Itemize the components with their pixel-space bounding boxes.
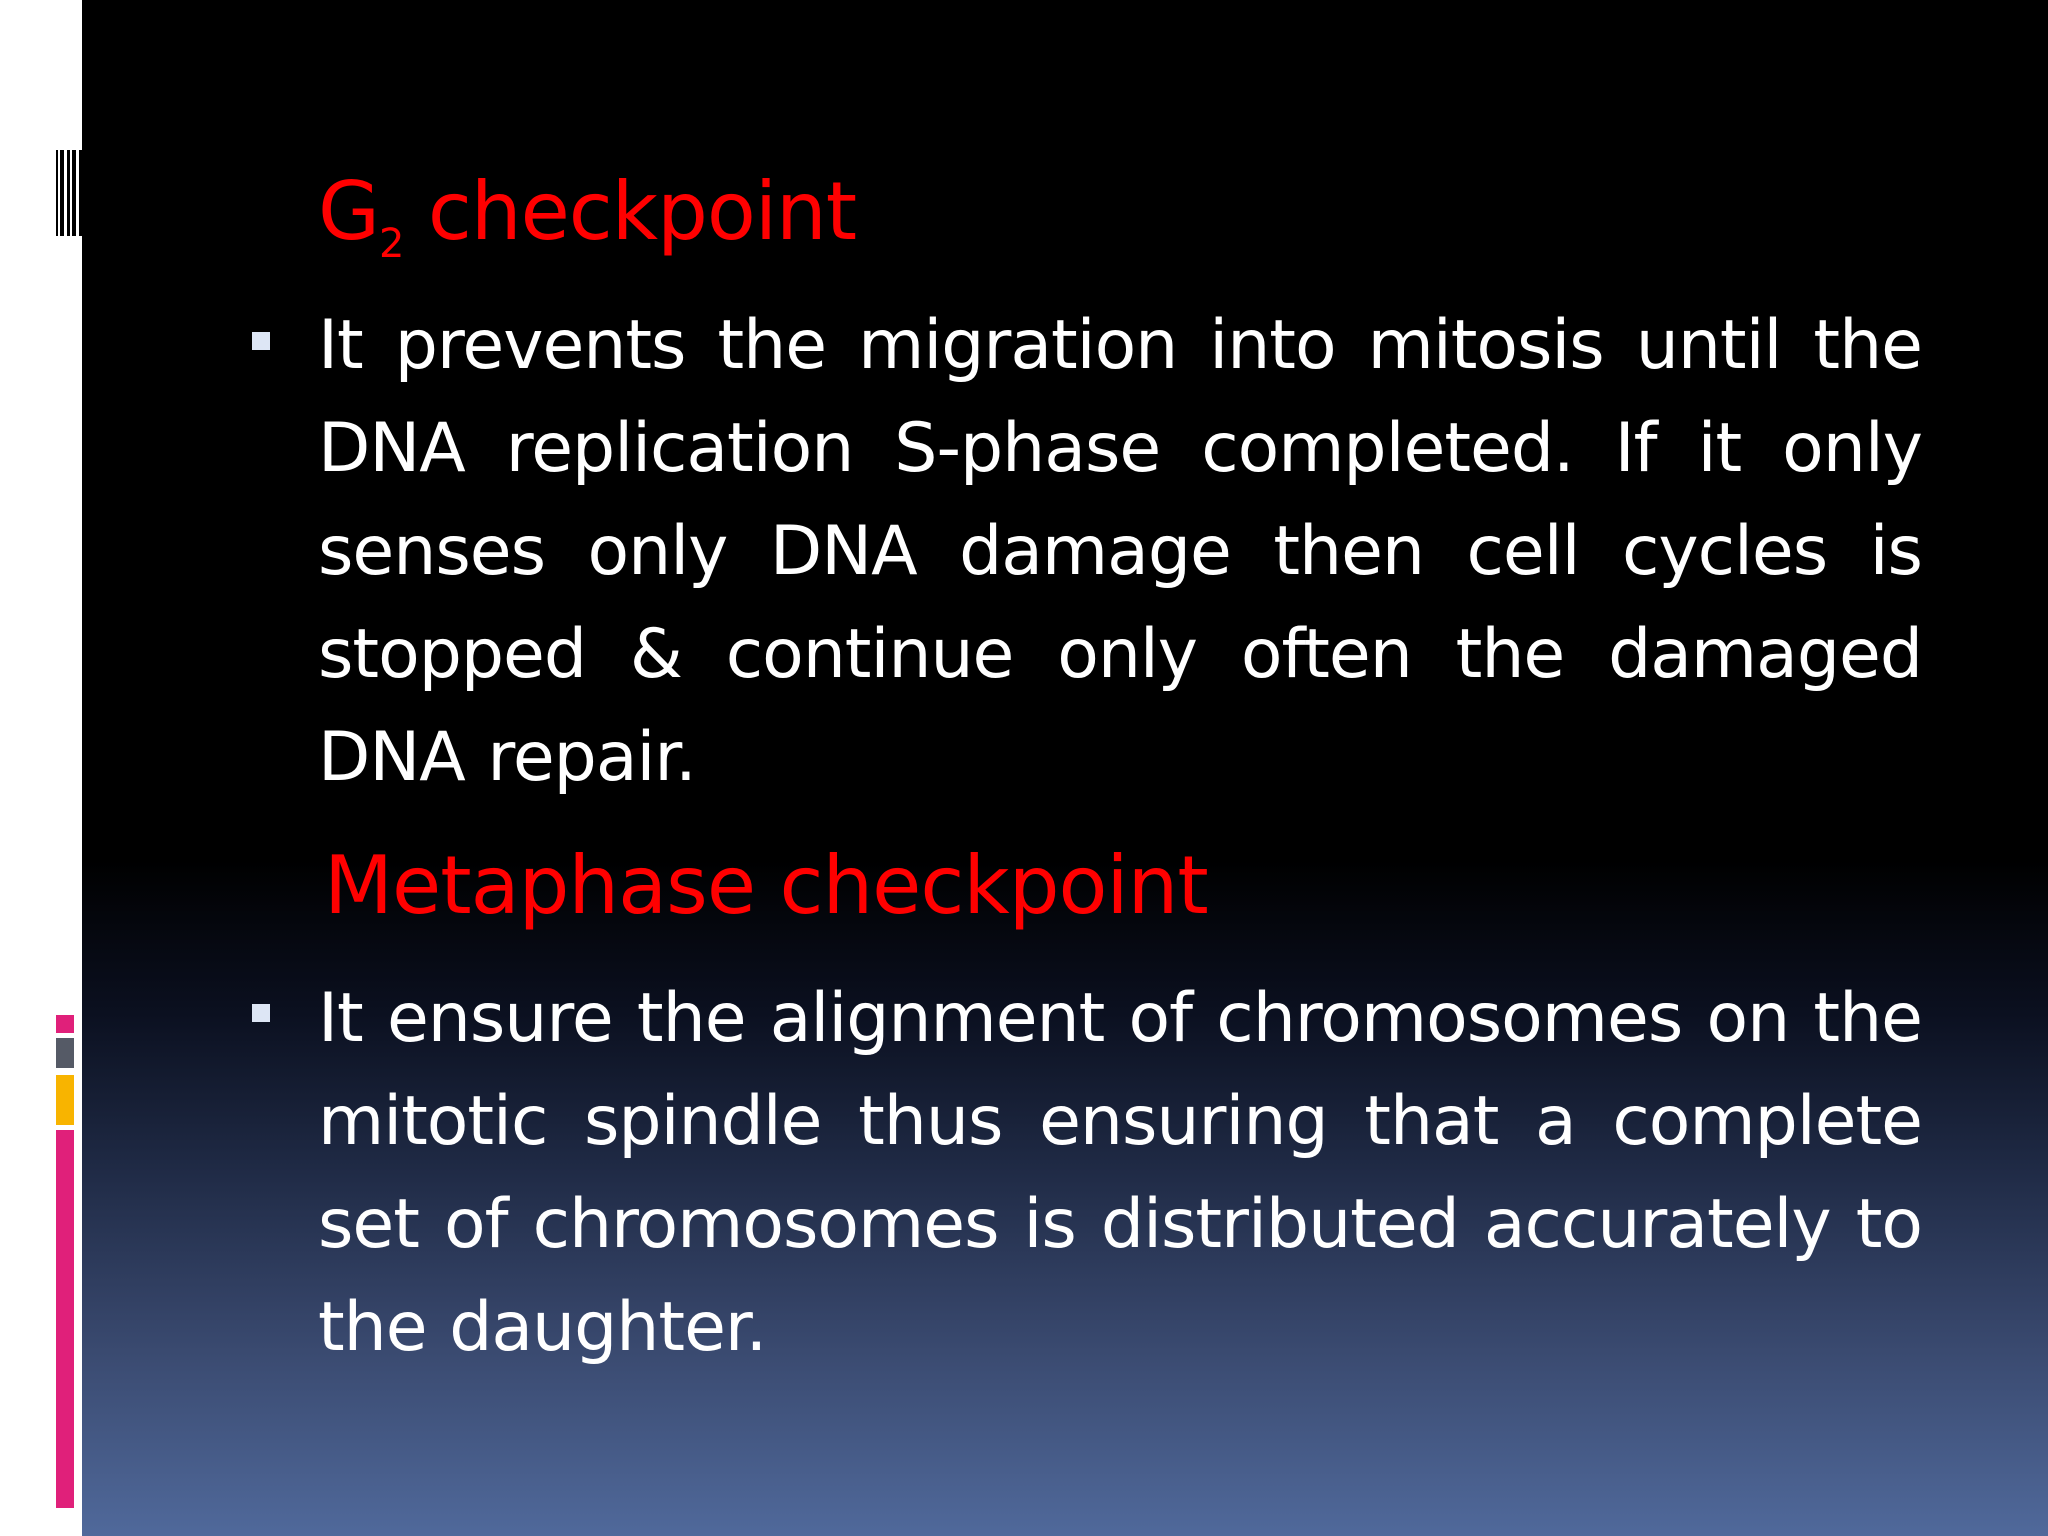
metaphase-checkpoint-text: It ensure the alignment of chromosomes on the mitotic spindle thus ensuring that a complete set of chromosomes is distributed accurately to the daughter. — [318, 979, 1922, 1367]
heading-subscript: 2 — [379, 221, 404, 267]
bullet-square-icon — [252, 1004, 270, 1022]
heading-main-letter: G — [318, 165, 379, 258]
g2-checkpoint-text: It prevents the migration into mitosis until the DNA replication S-phase completed. If it only senses only DNA damage then cell cycles is stopped & continue only often the damaged DNA repair. — [318, 306, 1922, 797]
heading-rest: checkpoint — [403, 165, 857, 258]
bullet-square-icon — [252, 332, 270, 350]
metaphase-checkpoint-heading: Metaphase checkpoint — [324, 839, 1208, 932]
g2-checkpoint-heading — [318, 165, 857, 267]
